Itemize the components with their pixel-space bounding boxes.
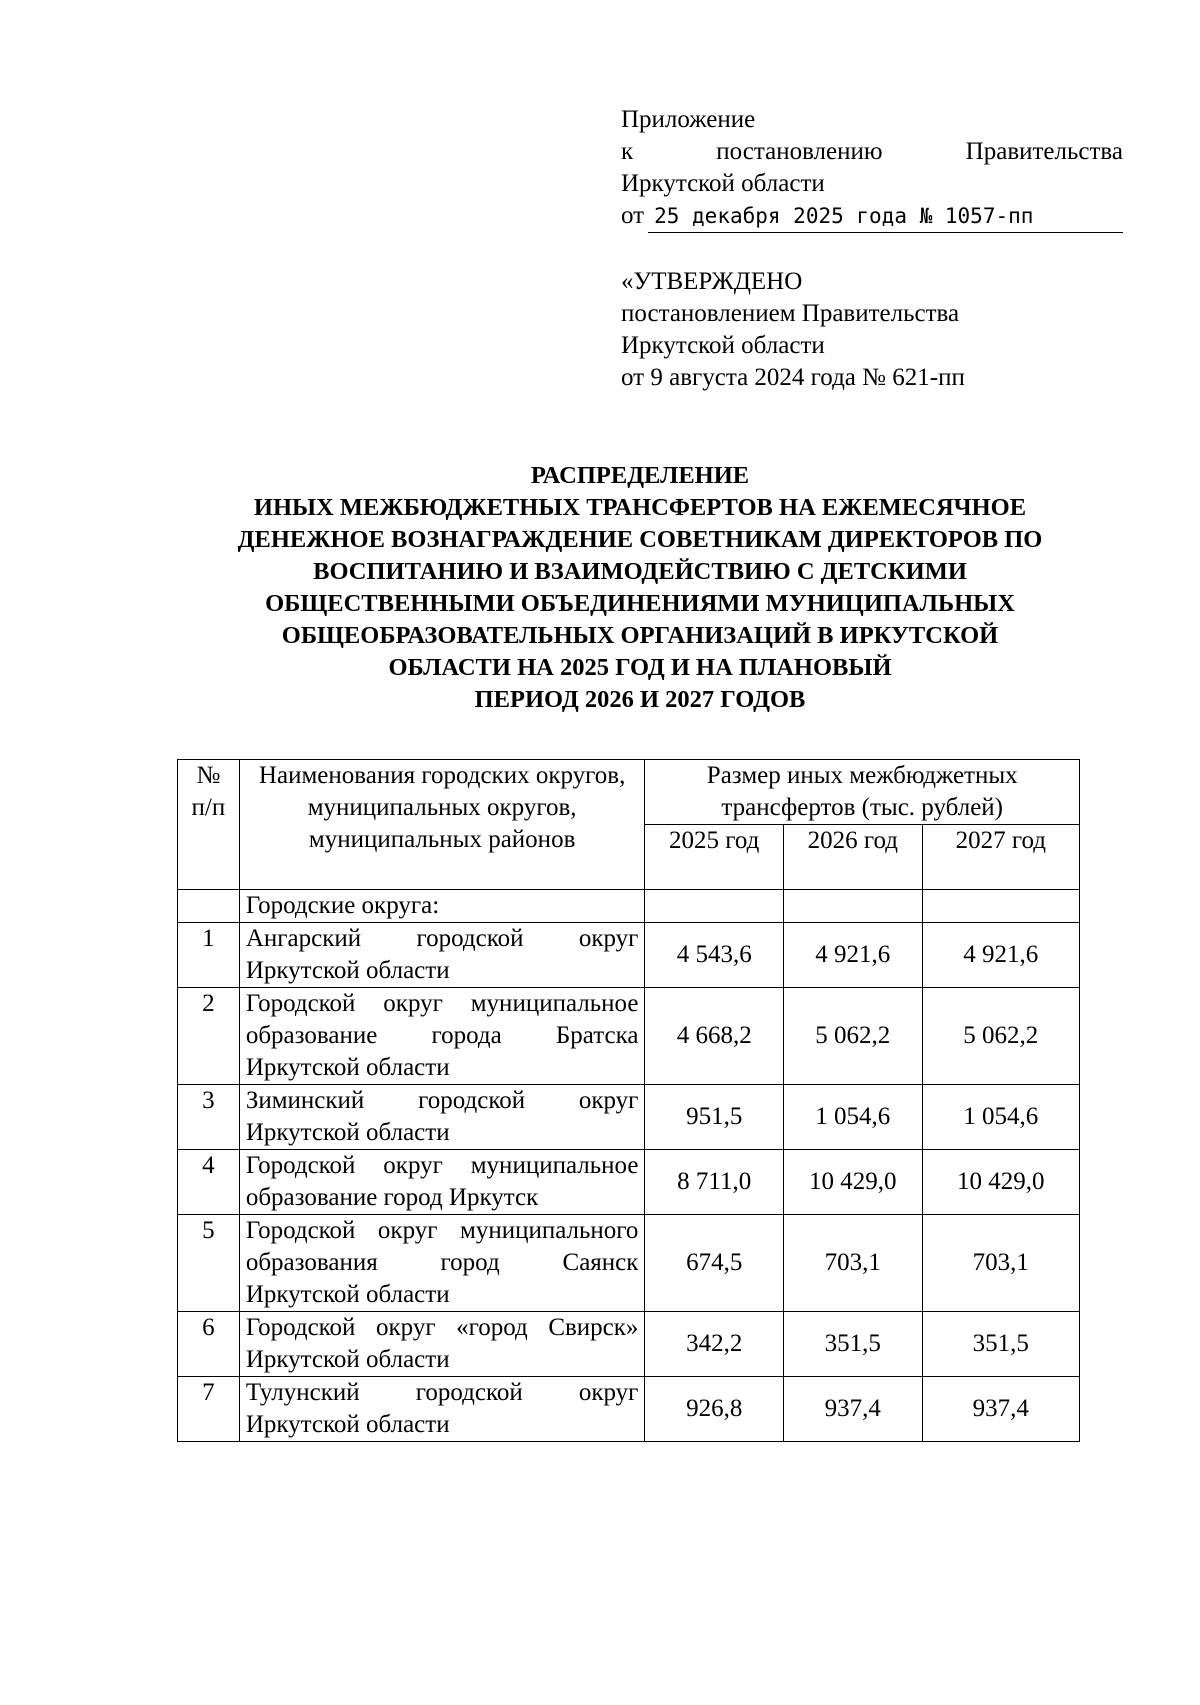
section-empty-2026	[783, 890, 922, 923]
row-name: Зиминский городской округ Иркутской области	[239, 1085, 645, 1150]
row-value-2025: 4 543,6	[645, 923, 784, 988]
transfers-table	[177, 759, 1080, 1442]
title-line-7: ОБЛАСТИ НА 2025 ГОД И НА ПЛАНОВЫЙ	[388, 654, 892, 681]
header-year-2025: 2025 год	[645, 825, 784, 890]
row-num: 1	[178, 923, 240, 988]
approved-line-4: от 9 августа 2024 года № 621-пп	[621, 364, 965, 391]
table-row	[178, 988, 1080, 1085]
appendix-date-prefix: от	[621, 202, 645, 229]
row-value-2027: 351,5	[922, 1312, 1079, 1377]
table-row	[178, 1312, 1080, 1377]
row-num: 7	[178, 1377, 240, 1442]
appendix-date-line	[621, 200, 1123, 233]
approved-line-2: постановлением Правительства	[621, 300, 960, 327]
section-empty-2025	[645, 890, 784, 923]
section-row	[178, 890, 1080, 923]
section-label: Городские округа:	[239, 890, 645, 923]
row-value-2026: 937,4	[783, 1377, 922, 1442]
appendix-block	[621, 104, 1123, 233]
table-header-row	[178, 760, 1080, 825]
approved-line-3: Иркутской области	[621, 332, 825, 359]
row-value-2027: 5 062,2	[922, 988, 1079, 1085]
header-size: Размер иных межбюджетных трансфертов (тыс. рублей)	[645, 760, 1080, 825]
header-year-2026: 2026 год	[783, 825, 922, 890]
row-name: Городской округ муниципального образования город Саянск Иркутской области	[239, 1215, 645, 1312]
title-line-4: ВОСПИТАНИЮ И ВЗАИМОДЕЙСТВИЮ С ДЕТСКИМИ	[313, 558, 967, 585]
row-value-2026: 1 054,6	[783, 1085, 922, 1150]
appendix-line-3: Иркутской области	[621, 170, 825, 197]
row-value-2026: 703,1	[783, 1215, 922, 1312]
title-line-3: ДЕНЕЖНОЕ ВОЗНАГРАЖДЕНИЕ СОВЕТНИКАМ ДИРЕКТОРОВ ПО	[237, 526, 1043, 553]
row-name: Ангарский городской округ Иркутской области	[239, 923, 645, 988]
document-title	[160, 460, 1120, 716]
table-row	[178, 923, 1080, 988]
appendix-date-value: 25 декабря 2025 года № 1057-пп	[648, 200, 1123, 233]
section-num-cell	[178, 890, 240, 923]
row-value-2027: 937,4	[922, 1377, 1079, 1442]
row-num: 3	[178, 1085, 240, 1150]
appendix-line-1: Приложение	[621, 106, 756, 133]
row-value-2026: 351,5	[783, 1312, 922, 1377]
row-value-2025: 8 711,0	[645, 1150, 784, 1215]
row-name: Городской округ «город Свирск» Иркутской области	[239, 1312, 645, 1377]
row-value-2027: 1 054,6	[922, 1085, 1079, 1150]
row-value-2027: 4 921,6	[922, 923, 1079, 988]
section-empty-2027	[922, 890, 1079, 923]
row-name: Городской округ муниципальное образование город Иркутск	[239, 1150, 645, 1215]
approved-block	[621, 266, 965, 394]
row-value-2025: 342,2	[645, 1312, 784, 1377]
table-row	[178, 1377, 1080, 1442]
title-line-5: ОБЩЕСТВЕННЫМИ ОБЪЕДИНЕНИЯМИ МУНИЦИПАЛЬНЫХ	[265, 590, 1015, 617]
title-line-8: ПЕРИОД 2026 И 2027 ГОДОВ	[474, 686, 806, 713]
row-value-2025: 4 668,2	[645, 988, 784, 1085]
row-value-2025: 926,8	[645, 1377, 784, 1442]
row-num: 2	[178, 988, 240, 1085]
title-line-1: РАСПРЕДЕЛЕНИЕ	[530, 462, 750, 489]
row-num: 6	[178, 1312, 240, 1377]
row-value-2026: 5 062,2	[783, 988, 922, 1085]
header-name: Наименования городских округов, муниципальных округов, муниципальных районов	[239, 760, 645, 890]
table-row	[178, 1150, 1080, 1215]
row-name: Тулунский городской округ Иркутской области	[239, 1377, 645, 1442]
title-line-2: ИНЫХ МЕЖБЮДЖЕТНЫХ ТРАНСФЕРТОВ НА ЕЖЕМЕСЯЧНОЕ	[253, 494, 1027, 521]
row-name: Городской округ муниципальное образование города Братска Иркутской области	[239, 988, 645, 1085]
row-value-2026: 4 921,6	[783, 923, 922, 988]
row-value-2027: 10 429,0	[922, 1150, 1079, 1215]
table-row	[178, 1085, 1080, 1150]
row-num: 5	[178, 1215, 240, 1312]
title-line-6: ОБЩЕОБРАЗОВАТЕЛЬНЫХ ОРГАНИЗАЦИЙ В ИРКУТСКОЙ	[281, 622, 999, 649]
approved-line-1: «УТВЕРЖДЕНО	[621, 268, 803, 295]
row-value-2025: 674,5	[645, 1215, 784, 1312]
appendix-word-government: Правительства	[965, 138, 1123, 165]
header-num: № п/п	[178, 760, 240, 890]
appendix-line-2	[621, 136, 1123, 168]
row-num: 4	[178, 1150, 240, 1215]
table-row	[178, 1215, 1080, 1312]
appendix-word-resolution: постановлению	[716, 138, 883, 165]
row-value-2025: 951,5	[645, 1085, 784, 1150]
row-value-2026: 10 429,0	[783, 1150, 922, 1215]
header-year-2027: 2027 год	[922, 825, 1079, 890]
row-value-2027: 703,1	[922, 1215, 1079, 1312]
appendix-word-k: к	[621, 138, 634, 165]
